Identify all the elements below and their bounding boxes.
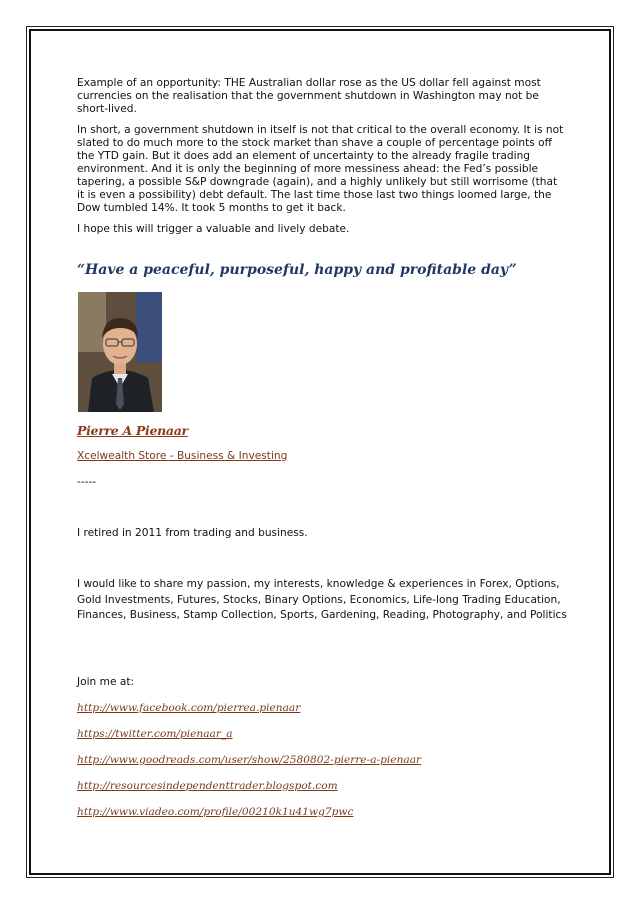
- author-signature: Pierre A Pienaar: [77, 423, 188, 438]
- retired-text: I retired in 2011 from trading and business.: [77, 527, 308, 539]
- store-link[interactable]: Xcelwealth Store - Business & Investing: [77, 450, 288, 462]
- paragraph-shutdown: In short, a government shutdown in itself is not that critical to the overall economy. It is not slated to do much more to the stock market than shave a couple of percentage points off the YTD gain. But it does add an element of uncertainty to the already fragile trading environment. And it is only the beginning of more messiness ahead: the Fed’s possible tapering, a possible S&P downgrade (again), and a highly unlikely but still worrisome (that it is even a possibility) debt default. The last time those last two things loomed large, the Dow tumbled 14%. It took 5 months to get it back.: [77, 124, 564, 214]
- separator: -----: [77, 476, 97, 488]
- paragraph-debate: I hope this will trigger a valuable and lively debate.: [77, 223, 350, 235]
- goodreads-link[interactable]: http://www.goodreads.com/user/show/2580802-pierre-a-pienaar: [77, 754, 422, 766]
- share-text: I would like to share my passion, my interests, knowledge & experiences in Forex, Options, Gold Investments, Futures, Stocks, Binary Options, Economics, Life-long Trading Education, Finances, Business, Stamp Collection, Sports, Gardening, Reading, Photography, and Politics: [77, 578, 567, 621]
- closing-quote: “Have a peaceful, purposeful, happy and profitable day”: [77, 262, 517, 278]
- viadeo-link[interactable]: http://www.viadeo.com/profile/00210k1u41wg7pwc: [77, 806, 354, 818]
- twitter-link[interactable]: https://twitter.com/pienaar_a: [77, 728, 233, 740]
- blogspot-link[interactable]: http://resourcesindependenttrader.blogspot.com: [77, 780, 338, 792]
- facebook-link[interactable]: http://www.facebook.com/pierrea.pienaar: [77, 702, 301, 714]
- paragraph-opportunity: Example of an opportunity: THE Australian dollar rose as the US dollar fell against most currencies on the realisation that the government shutdown in Washington may not be short-lived.: [77, 77, 541, 115]
- join-text: Join me at:: [77, 676, 135, 688]
- author-photo: [78, 292, 162, 412]
